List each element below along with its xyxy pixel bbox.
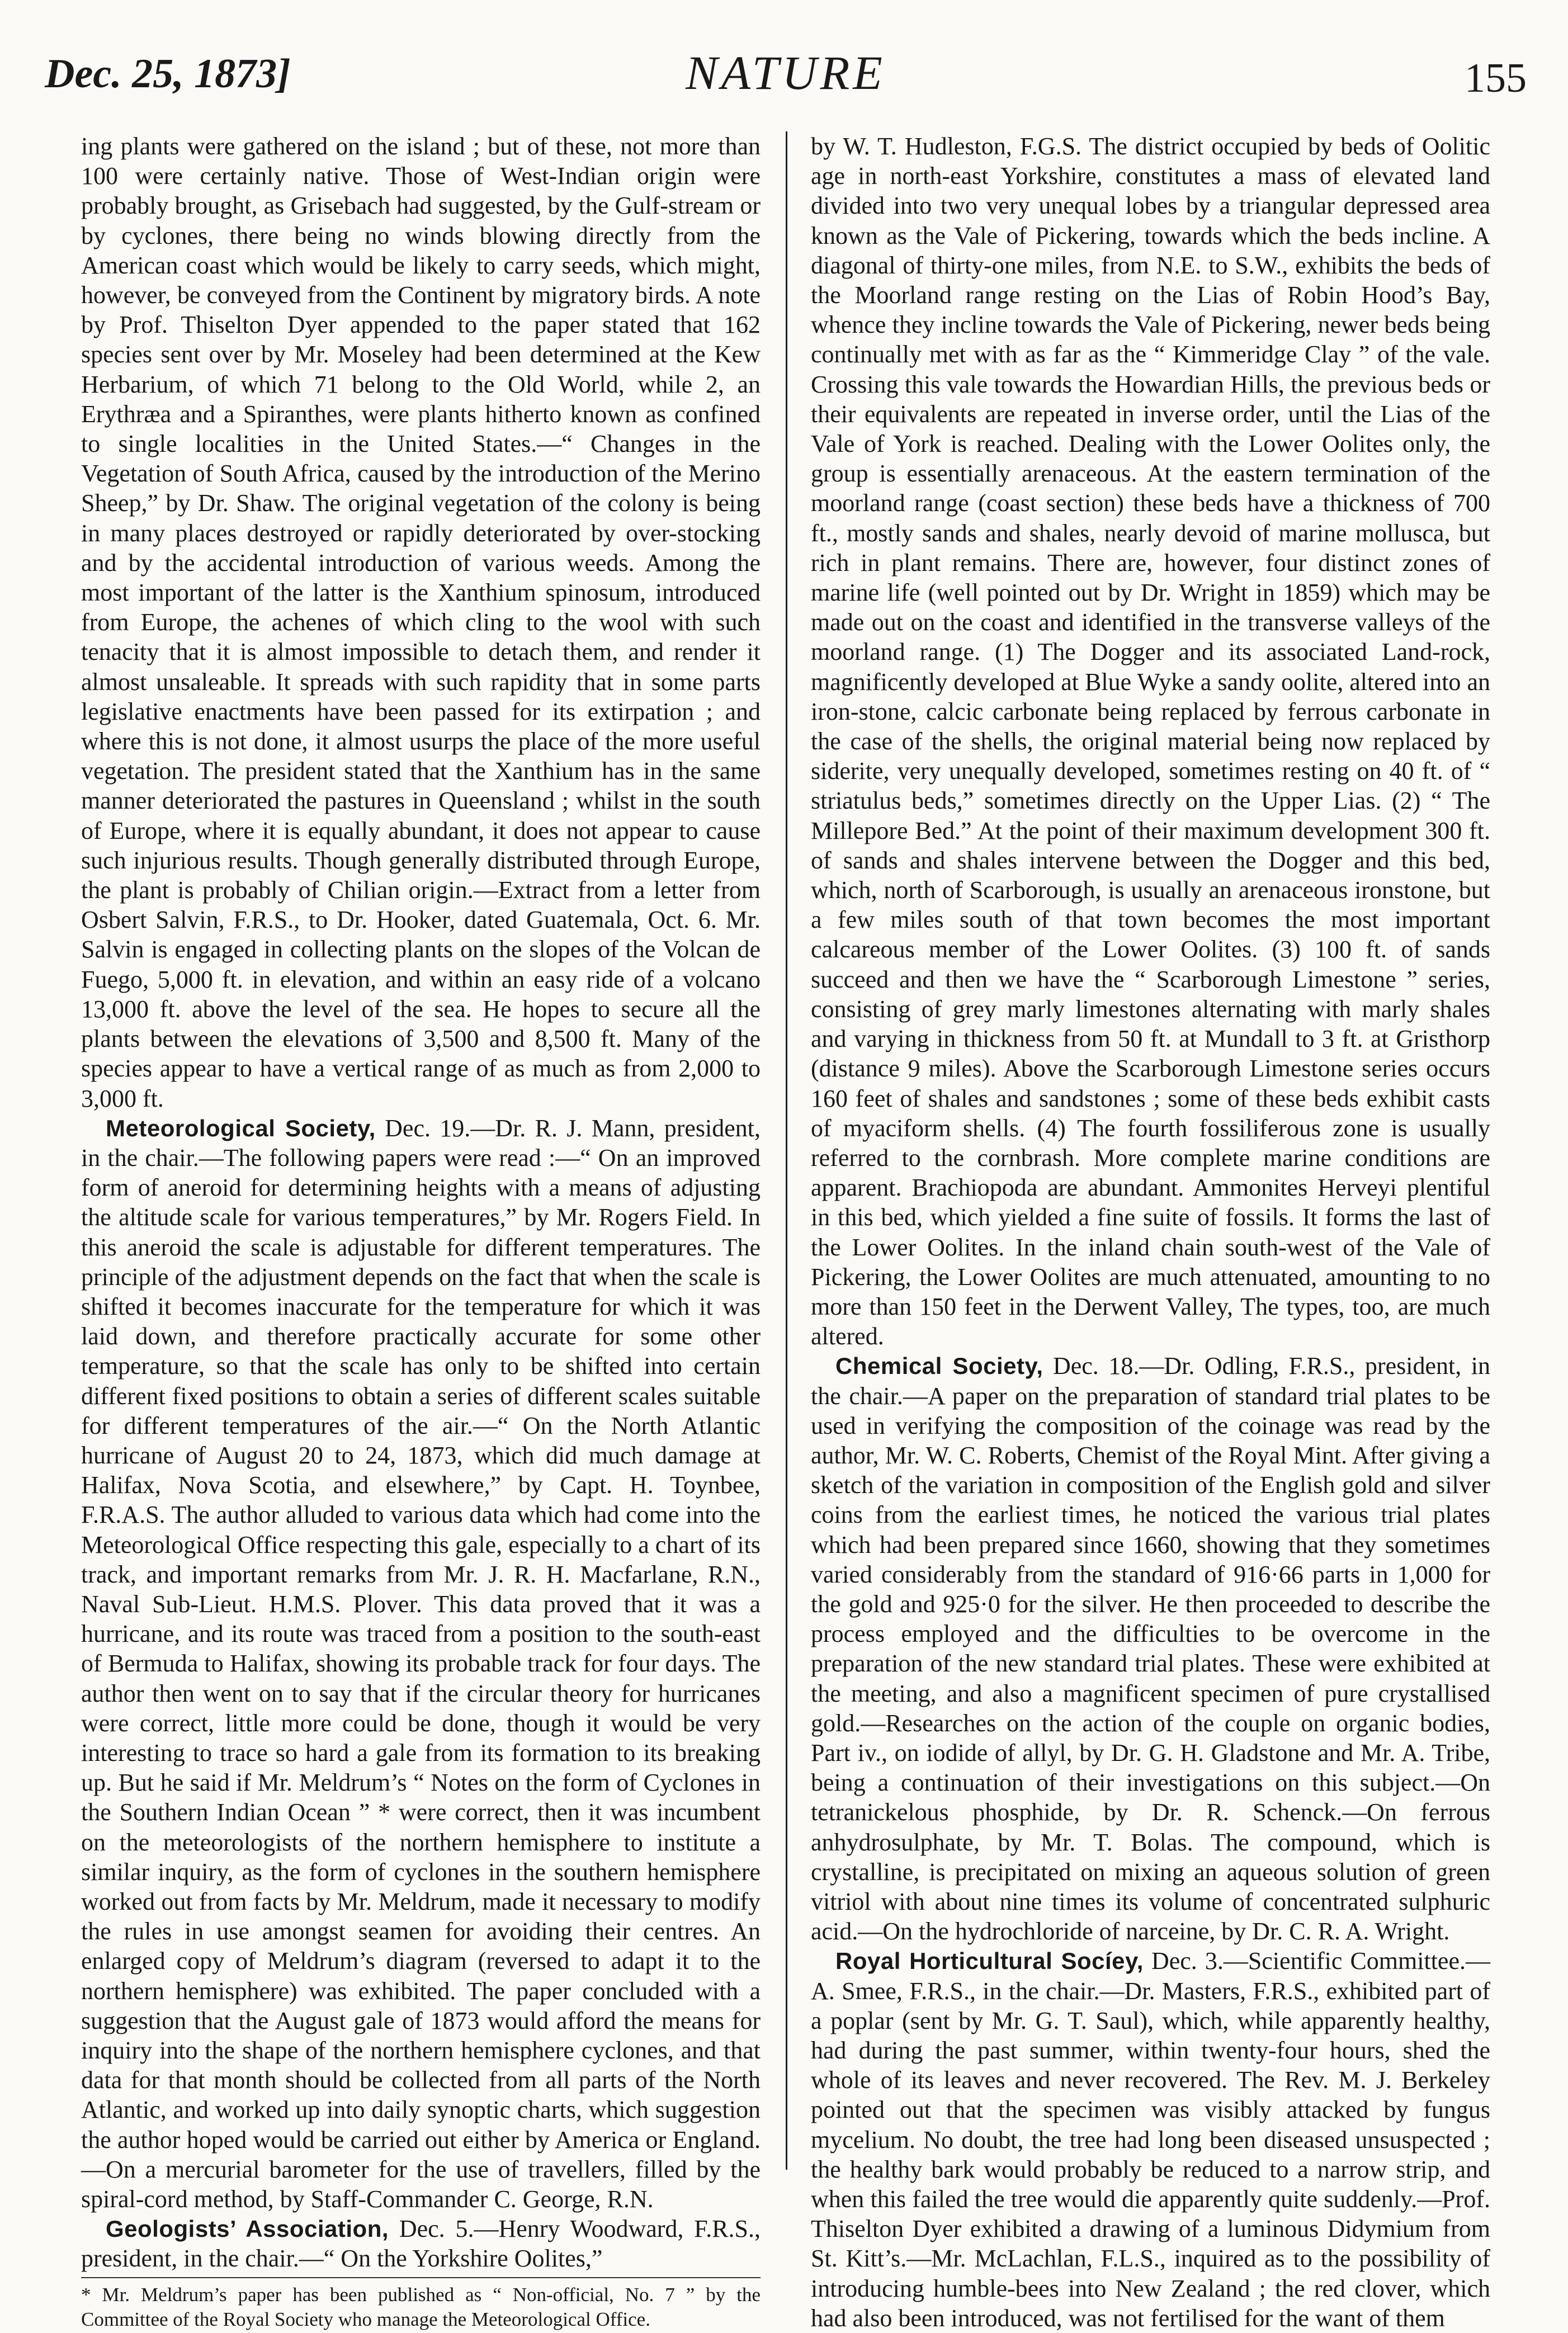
- chemical-society-text: Dec. 18.—Dr. Odling, F.R.S., president, in the chair.—A paper on the preparation of standard trial plates to be used in verifying the composition of the coinage was read by the author, Mr. W. C. Roberts, Chemist of the Royal Mint. After giving a sketch of the variation in composition of the English gold and silver coins from the earliest times, he noticed the various trial plates which had been prepared since 1660, showing that they sometimes varied considerably from the standard of 916·66 parts in 1,000 for the gold and 925·0 for the silver. He then proceeded to describe the process employed and the difficulties to be overcome in the preparation of the new standard trial plates. These were exhibited at the meeting, and also a magnificent specimen of pure crystallised gold.—Researches on the action of the couple on organic bodies, Part iv., on iodide of allyl, by Dr. G. H. Gladstone and Mr. A. Tribe, being a continuation of their investigations on this subject.—On tetranickelous phosphide, by Dr. R. Schenck.—On ferrous anhydrosulphate, by Mr. T. Bolas. The compound, which is crystalline, is precipitated on mixing an aqueous solution of green vitriol with about nine times its volume of concentrated sulphuric acid.—On the hydrochloride of narceine, by Dr. C. R. A. Wright.: [811, 1352, 1490, 1945]
- left-column: [81, 131, 761, 2332]
- footnote: * Mr. Meldrum’s paper has been published as “ Non-official, No. 7 ” by the Committee of the Royal Society who manage the Meteorological Office.: [81, 2283, 761, 2330]
- yorkshire-oolites-paragraph: by W. T. Hudleston, F.G.S. The district occupied by beds of Oolitic age in north-east Yorkshire, constitutes a mass of elevated land divided into two very unequal lobes by a triangular depressed area known as the Vale of Pickering, towards which the beds incline. A diagonal of thirty-one miles, from N.E. to S.W., exhibits the beds of the Moorland range resting on the Lias of Robin Hood’s Bay, whence they incline towards the Vale of Pickering, newer beds being continually met with as far as the “ Kimmeridge Clay ” of the vale. Crossing this vale towards the Howardian Hills, the previous beds or their equivalents are repeated in inverse order, until the Lias of the Vale of York is reached. Dealing with the Lower Oolites only, the group is essentially arenaceous. At the eastern termination of the moorland range (coast section) these beds have a thickness of 700 ft., mostly sands and shales, nearly devoid of marine mollusca, but rich in plant remains. There are, however, four distinct zones of marine life (well pointed out by Dr. Wright in 1859) which may be made out on the coast and identified in the transverse valleys of the moorland range. (1) The Dogger and its associated Land-rock, magnificently developed at Blue Wyke a sandy oolite, altered into an iron-stone, calcic carbonate being replaced by ferrous carbonate in the case of the shells, the original material being now replaced by siderite, very unequally developed, sometimes resting on 40 ft. of “ striatulus beds,” sometimes directly on the Upper Lias. (2) “ The Millepore Bed.” At the point of their maximum development 300 ft. of sands and shales intervene between the Dogger and this bed, which, north of Scarborough, is usually an arenaceous ironstone, but a few miles south of that town becomes the most important calcareous member of the Lower Oolites. (3) 100 ft. of sands succeed and then we have the “ Scarborough Limestone ” series, consisting of grey marly limestones alternating with marly shales and varying in thickness from 50 ft. at Mundall to 3 ft. at Gristhorp (distance 9 miles). Above the Scarborough Limestone series occurs 160 feet of shales and sandstones ; some of these beds exhibit casts of myaciform shells. (4) The fourth fossiliferous zone is usually referred to the cornbrash. More complete marine conditions are apparent. Brachiopoda are abundant. Ammonites Herveyi plentiful in this bed, which yielded a fine suite of fossils. It forms the last of the Lower Oolites. In the inland chain south-west of the Vale of Pickering, the Lower Oolites are much attenuated, amounting to no more than 150 feet in the Derwent Valley, The types, too, are much altered.: [811, 133, 1490, 1350]
- chemical-society-heading: Chemical Society,: [835, 1353, 1043, 1380]
- right-column: [811, 131, 1490, 2333]
- page-header: [45, 39, 1527, 112]
- issue-date: Dec. 25, 1873]: [45, 51, 291, 97]
- footnote-divider: [81, 2277, 761, 2278]
- geologists-association-text: Dec. 5.—Henry Woodward, F.R.S., president, in the chair.—“ On the Yorkshire Oolites,”: [81, 2215, 761, 2273]
- meteorological-society-heading: Meteorological Society,: [106, 1114, 376, 1141]
- meteorological-society-text: Dec. 19.—Dr. R. J. Mann, president, in the chair.—The following papers were read :—“ On an improved form of aneroid for determining heights with a means of adjusting the altitude scale for various temperatures,” by Mr. Rogers Field. In this aneroid the scale is adjustable for different temperatures. The principle of the adjustment depends on the fact that when the scale is shifted it becomes inaccurate for the temperature for which it was laid down, and therefore practically accurate for some other temperature, so that the scale has only to be shifted into certain different fixed positions to obtain a series of different scales suitable for different temperatures of the air.—“ On the North Atlantic hurricane of August 20 to 24, 1873, which did much damage at Halifax, Nova Scotia, and elsewhere,” by Capt. H. Toynbee, F.R.A.S. The author alluded to various data which had come into the Meteorological Office respecting this gale, especially to a chart of its track, and important remarks from Mr. J. R. H. Macfarlane, R.N., Naval Sub-Lieut. H.M.S. Plover. This data proved that it was a hurricane, and its route was traced from a position to the south-east of Bermuda to Halifax, showing its probable track for four days. The author then went on to say that if the circular theory for hurricanes were correct, little more could be done, though it would be very interesting to trace so hard a gale from its formation to its breaking up. But he said if Mr. Meldrum’s “ Notes on the form of Cyclones in the Southern Indian Ocean ” * were correct, then it was incumbent on the meteorologists of the northern hemisphere to institute a similar inquiry, as the form of cyclones in the southern hemisphere worked out from facts by Mr. Meldrum, made it necessary to modify the rules in use amongst seamen for avoiding their centres. An enlarged copy of Meldrum’s diagram (reversed to adapt it to the northern hemisphere) was exhibited. The paper concluded with a suggestion that the August gale of 1873 would afford the means for inquiry into the shape of the northern hemisphere cyclones, and that data for that month should be collected from all parts of the North Atlantic, and worked up into daily synoptic charts, which suggestion the author hoped would be carried out either by America or England.—On a mercurial barometer for the use of travellers, filled by the spiral-cord method, by Staff-Commander C. George, R.N.: [81, 1114, 761, 2213]
- meteorological-society-paragraph: [81, 1113, 761, 2214]
- botany-report-paragraph: ing plants were gathered on the island ; but of these, not more than 100 were certainly native. Those of West-Indian origin were probably brought, as Grisebach had suggested, by the Gulf-stream or by cyclones, there being no winds blowing directly from the American coast which would be likely to carry seeds, which might, however, be conveyed from the Continent by migratory birds. A note by Prof. Thiselton Dyer appended to the paper stated that 162 species sent over by Mr. Moseley had been determined at the Kew Herbarium, of which 71 belong to the Old World, while 2, an Erythræa and a Spiranthes, were plants hitherto known as confined to single localities in the United States.—“ Changes in the Vegetation of South Africa, caused by the introduction of the Merino Sheep,” by Dr. Shaw. The original vegetation of the colony is being in many places destroyed or rapidly deteriorated by over-stocking and by the accidental introduction of various weeds. Among the most important of the latter is the Xanthium spinosum, introduced from Europe, the achenes of which cling to the wool with such tenacity that it is almost impossible to detach them, and render it almost unsaleable. It spreads with such rapidity that in some parts legislative enactments have been passed for its extirpation ; and where this is not done, it almost usurps the place of the more useful vegetation. The president stated that the Xanthium has in the same manner deteriorated the pastures in Queensland ; whilst in the south of Europe, where it is equally abundant, it does not appear to cause such injurious results. Though generally distributed through Europe, the plant is probably of Chilian origin.—Extract from a letter from Osbert Salvin, F.R.S., to Dr. Hooker, dated Guatemala, Oct. 6. Mr. Salvin is engaged in collecting plants on the slopes of the Volcan de Fuego, 5,000 ft. in elevation, and within an easy ride of a volcano 13,000 ft. above the level of the sea. He hopes to secure all the plants between the elevations of 3,500 and 8,500 ft. Many of the species appear to have a vertical range of as much as from 2,000 to 3,000 ft.: [81, 133, 761, 1112]
- horticultural-society-heading: Royal Horticultural Socíey,: [835, 1948, 1144, 1975]
- horticultural-society-paragraph: [811, 1946, 1490, 2333]
- geologists-association-paragraph: [81, 2214, 761, 2273]
- journal-title: NATURE: [686, 46, 886, 100]
- geologists-association-heading: Geologists’ Association,: [106, 2216, 389, 2242]
- chemical-society-paragraph: [811, 1351, 1490, 1946]
- page-number: 155: [1465, 55, 1527, 101]
- column-divider: [786, 131, 787, 2170]
- horticultural-society-text: Dec. 3.—Scientific Committee.—A. Smee, F.R.S., in the chair.—Dr. Masters, F.R.S., exhibited part of a poplar (sent by Mr. G. T. Saul), which, while apparently healthy, had during the past summer, within twenty-four hours, shed the whole of its leaves and never recovered. The Rev. M. J. Berkeley pointed out that the specimen was visibly attacked by fungus mycelium. No doubt, the tree had long been diseased unsuspected ; the healthy bark would probably be reduced to a narrow strip, and when this failed the tree would die apparently quite suddenly.—Prof. Thiselton Dyer exhibited a drawing of a luminous Didymium from St. Kitt’s.—Mr. McLachlan, F.L.S., inquired as to the possibility of introducing humble-bees into New Zealand ; the red clover, which had also been introduced, was not fertilised for the want of them: [811, 1947, 1490, 2332]
